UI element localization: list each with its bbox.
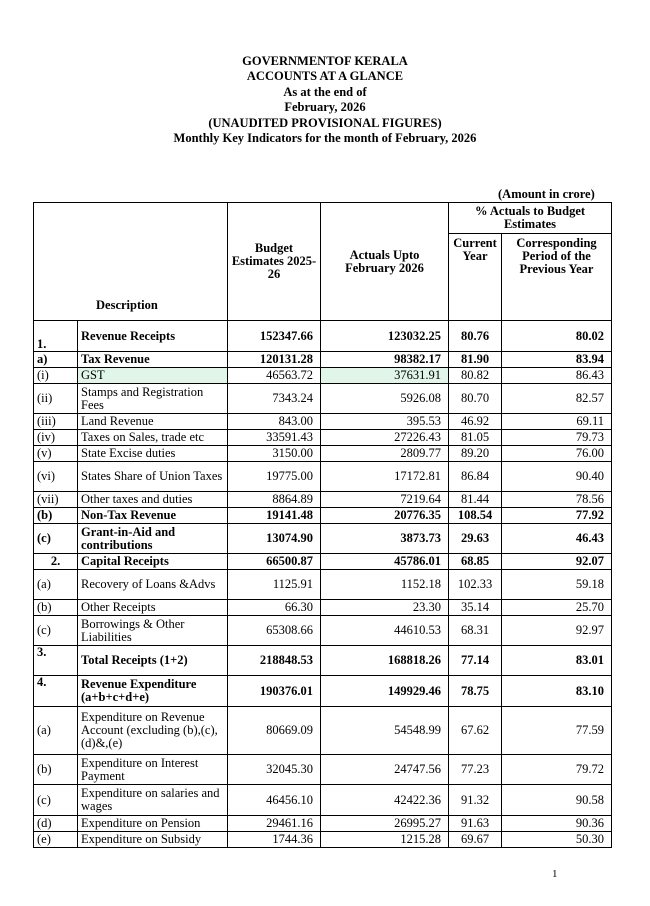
- row-current-pct: 80.70: [449, 384, 502, 414]
- row-description: Expenditure on Subsidy: [78, 832, 228, 848]
- row-current-pct: 89.20: [449, 446, 502, 462]
- row-description: Other taxes and duties: [78, 492, 228, 508]
- row-budget: 32045.30: [228, 755, 321, 785]
- row-previous-pct: 82.57: [502, 384, 612, 414]
- row-budget: 46456.10: [228, 785, 321, 816]
- doc-period: February, 2026: [284, 100, 366, 114]
- row-index: (c): [34, 785, 78, 816]
- row-budget: 29461.16: [228, 816, 321, 832]
- row-actuals: 24747.56: [321, 755, 449, 785]
- row-actuals: 42422.36: [321, 785, 449, 816]
- row-current-pct: 46.92: [449, 414, 502, 430]
- row-index: 1.: [34, 321, 78, 352]
- table-row: [34, 384, 612, 414]
- row-index: (ii): [34, 384, 78, 414]
- row-budget: 46563.72: [228, 368, 321, 384]
- row-description: Non-Tax Revenue: [78, 508, 228, 524]
- doc-status: (UNAUDITED PROVISIONAL FIGURES): [208, 116, 442, 130]
- row-budget: 843.00: [228, 414, 321, 430]
- row-budget: 1125.91: [228, 570, 321, 600]
- table-row: [34, 816, 612, 832]
- row-budget: 65308.66: [228, 616, 321, 646]
- row-current-pct: 77.14: [449, 646, 502, 676]
- row-current-pct: 108.54: [449, 508, 502, 524]
- table-row: [34, 554, 612, 570]
- row-current-pct: 69.67: [449, 832, 502, 848]
- row-budget: 33591.43: [228, 430, 321, 446]
- row-previous-pct: 76.00: [502, 446, 612, 462]
- row-actuals: 3873.73: [321, 524, 449, 554]
- row-previous-pct: 90.58: [502, 785, 612, 816]
- row-description: Expenditure on Pension: [78, 816, 228, 832]
- row-description: Borrowings & Other Liabilities: [78, 616, 228, 646]
- row-current-pct: 91.63: [449, 816, 502, 832]
- row-current-pct: 86.84: [449, 462, 502, 492]
- row-previous-pct: 79.73: [502, 430, 612, 446]
- table-row: [34, 616, 612, 646]
- row-index: (iii): [34, 414, 78, 430]
- row-index: (c): [34, 524, 78, 554]
- row-previous-pct: 78.56: [502, 492, 612, 508]
- row-description: Tax Revenue: [78, 352, 228, 368]
- table-row: [34, 446, 612, 462]
- row-previous-pct: 77.92: [502, 508, 612, 524]
- row-previous-pct: 83.10: [502, 676, 612, 707]
- row-current-pct: 77.23: [449, 755, 502, 785]
- row-description: Expenditure on salaries and wages: [78, 785, 228, 816]
- row-index: 2.: [34, 554, 78, 570]
- row-budget: 1744.36: [228, 832, 321, 848]
- row-index: (c): [34, 616, 78, 646]
- col-actuals: Actuals Upto February 2026: [321, 203, 449, 321]
- table-row: [34, 755, 612, 785]
- row-description: Other Receipts: [78, 600, 228, 616]
- row-current-pct: 81.90: [449, 352, 502, 368]
- row-budget: 13074.90: [228, 524, 321, 554]
- col-current: Current Year: [449, 234, 502, 321]
- row-actuals: 149929.46: [321, 676, 449, 707]
- row-budget: 8864.89: [228, 492, 321, 508]
- row-budget: 19775.00: [228, 462, 321, 492]
- col-budget: Budget Estimates 2025-26: [228, 203, 321, 321]
- row-actuals: 1215.28: [321, 832, 449, 848]
- row-description: Stamps and Registration Fees: [78, 384, 228, 414]
- row-previous-pct: 25.70: [502, 600, 612, 616]
- doc-title: ACCOUNTS AT A GLANCE: [246, 69, 404, 83]
- row-previous-pct: 92.07: [502, 554, 612, 570]
- row-description: GST: [78, 368, 228, 384]
- row-actuals: 27226.43: [321, 430, 449, 446]
- row-actuals: 20776.35: [321, 508, 449, 524]
- row-current-pct: 80.82: [449, 368, 502, 384]
- row-description: Recovery of Loans &Advs: [78, 570, 228, 600]
- row-index: (a): [34, 570, 78, 600]
- row-index: a): [34, 352, 78, 368]
- row-description: Revenue Receipts: [78, 321, 228, 352]
- row-index: (a): [34, 707, 78, 755]
- row-actuals: 123032.25: [321, 321, 449, 352]
- row-description: Capital Receipts: [78, 554, 228, 570]
- row-current-pct: 81.44: [449, 492, 502, 508]
- row-current-pct: 91.32: [449, 785, 502, 816]
- table-row: [34, 676, 612, 707]
- row-actuals: 5926.08: [321, 384, 449, 414]
- row-current-pct: 81.05: [449, 430, 502, 446]
- row-previous-pct: 69.11: [502, 414, 612, 430]
- table-body: [34, 321, 612, 848]
- row-index: (b): [34, 755, 78, 785]
- row-budget: 120131.28: [228, 352, 321, 368]
- row-budget: 19141.48: [228, 508, 321, 524]
- table-row: [34, 646, 612, 676]
- row-previous-pct: 80.02: [502, 321, 612, 352]
- row-index: (vii): [34, 492, 78, 508]
- table-row: [34, 785, 612, 816]
- row-description: Taxes on Sales, trade etc: [78, 430, 228, 446]
- row-current-pct: 35.14: [449, 600, 502, 616]
- row-description: Expenditure on Revenue Account (excluding (b),(c),(d)&,(e): [78, 707, 228, 755]
- row-budget: 3150.00: [228, 446, 321, 462]
- row-budget: 152347.66: [228, 321, 321, 352]
- row-actuals: 7219.64: [321, 492, 449, 508]
- row-previous-pct: 86.43: [502, 368, 612, 384]
- table-row: [34, 570, 612, 600]
- row-previous-pct: 83.94: [502, 352, 612, 368]
- row-actuals: 395.53: [321, 414, 449, 430]
- table-row: [34, 832, 612, 848]
- table-row: [34, 352, 612, 368]
- row-budget: 80669.09: [228, 707, 321, 755]
- row-actuals: 37631.91: [321, 368, 449, 384]
- row-previous-pct: 83.01: [502, 646, 612, 676]
- row-previous-pct: 59.18: [502, 570, 612, 600]
- row-index: (iv): [34, 430, 78, 446]
- key-indicators-table: [33, 202, 612, 848]
- row-budget: 190376.01: [228, 676, 321, 707]
- row-description: Expenditure on Interest Payment: [78, 755, 228, 785]
- row-index: (i): [34, 368, 78, 384]
- row-index: (d): [34, 816, 78, 832]
- row-description: Land Revenue: [78, 414, 228, 430]
- gov-title: GOVERNMENTOF KERALA: [242, 54, 408, 68]
- table-row: [34, 414, 612, 430]
- row-current-pct: 80.76: [449, 321, 502, 352]
- table-row: [34, 321, 612, 352]
- table-row: [34, 430, 612, 446]
- table-row: [34, 462, 612, 492]
- row-actuals: 44610.53: [321, 616, 449, 646]
- row-current-pct: 68.85: [449, 554, 502, 570]
- col-description: Description: [34, 203, 228, 321]
- row-budget: 66500.87: [228, 554, 321, 570]
- row-current-pct: 78.75: [449, 676, 502, 707]
- row-previous-pct: 90.40: [502, 462, 612, 492]
- table-row: [34, 707, 612, 755]
- row-description: Revenue Expenditure (a+b+c+d+e): [78, 676, 228, 707]
- row-current-pct: 67.62: [449, 707, 502, 755]
- doc-subtitle: As at the end of: [283, 85, 367, 99]
- row-budget: 7343.24: [228, 384, 321, 414]
- row-index: 4.: [34, 676, 78, 707]
- row-previous-pct: 77.59: [502, 707, 612, 755]
- row-current-pct: 102.33: [449, 570, 502, 600]
- row-description: States Share of Union Taxes: [78, 462, 228, 492]
- row-previous-pct: 92.97: [502, 616, 612, 646]
- row-actuals: 2809.77: [321, 446, 449, 462]
- row-current-pct: 29.63: [449, 524, 502, 554]
- row-actuals: 54548.99: [321, 707, 449, 755]
- col-previous: Corresponding Period of the Previous Year: [502, 234, 612, 321]
- row-description: Total Receipts (1+2): [78, 646, 228, 676]
- row-actuals: 1152.18: [321, 570, 449, 600]
- row-budget: 218848.53: [228, 646, 321, 676]
- row-index: (e): [34, 832, 78, 848]
- col-pct-group: % Actuals to Budget Estimates: [449, 203, 612, 234]
- row-actuals: 23.30: [321, 600, 449, 616]
- row-index: 3.: [34, 646, 78, 676]
- row-previous-pct: 79.72: [502, 755, 612, 785]
- row-current-pct: 68.31: [449, 616, 502, 646]
- doc-caption: Monthly Key Indicators for the month of February, 2026: [173, 131, 477, 145]
- row-index: (vi): [34, 462, 78, 492]
- row-description: State Excise duties: [78, 446, 228, 462]
- table-row: [34, 600, 612, 616]
- table-row: [34, 524, 612, 554]
- table-row: [34, 368, 612, 384]
- row-description: Grant-in-Aid and contributions: [78, 524, 228, 554]
- row-index: (b): [34, 508, 78, 524]
- row-actuals: 45786.01: [321, 554, 449, 570]
- row-budget: 66.30: [228, 600, 321, 616]
- row-actuals: 168818.26: [321, 646, 449, 676]
- table-row: [34, 508, 612, 524]
- table-row: [34, 492, 612, 508]
- row-previous-pct: 50.30: [502, 832, 612, 848]
- row-index: (v): [34, 446, 78, 462]
- row-actuals: 98382.17: [321, 352, 449, 368]
- page-number: 1: [552, 868, 558, 880]
- row-previous-pct: 90.36: [502, 816, 612, 832]
- amount-note: (Amount in crore): [498, 187, 595, 201]
- row-actuals: 17172.81: [321, 462, 449, 492]
- row-previous-pct: 46.43: [502, 524, 612, 554]
- row-actuals: 26995.27: [321, 816, 449, 832]
- row-index: (b): [34, 600, 78, 616]
